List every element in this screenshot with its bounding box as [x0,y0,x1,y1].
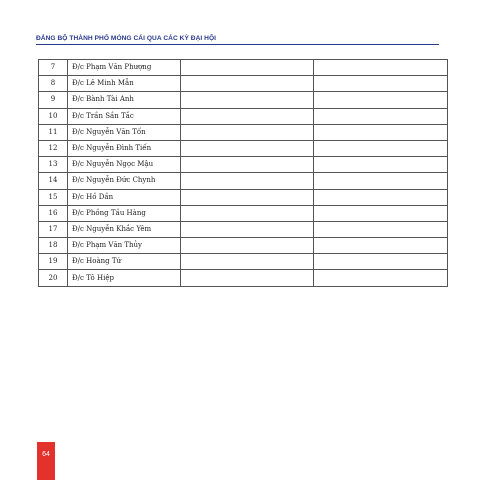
member-name: Đ/c Nguyễn Ngọc Mậu [68,157,181,173]
empty-cell [314,60,448,76]
table-row [39,140,448,156]
member-name: Đ/c Hoàng Tứ [68,254,181,270]
member-name: Đ/c Lê Minh Mẫn [68,76,181,92]
row-number: 8 [39,76,68,92]
member-name: Đ/c Phạm Văn Phượng [68,60,181,76]
row-number: 9 [39,92,68,108]
empty-cell [181,60,314,76]
empty-cell [181,140,314,156]
member-name: Đ/c Tô Hiệp [68,270,181,286]
row-number: 20 [39,270,68,286]
table-row [39,254,448,270]
row-number: 16 [39,205,68,221]
row-number: 10 [39,108,68,124]
row-number: 17 [39,221,68,237]
roster-table [38,59,448,287]
row-number: 14 [39,173,68,189]
empty-cell [181,221,314,237]
empty-cell [181,108,314,124]
running-header: ĐẢNG BỘ THÀNH PHỐ MÓNG CÁI QUA CÁC KỲ ĐẠI HỘI [36,35,217,42]
row-number: 12 [39,140,68,156]
row-number: 19 [39,254,68,270]
table-row [39,238,448,254]
row-number: 18 [39,238,68,254]
member-name: Đ/c Nguyễn Đình Tiến [68,140,181,156]
table-row [39,221,448,237]
empty-cell [314,238,448,254]
table-row [39,205,448,221]
member-name: Đ/c Phạm Văn Thủy [68,238,181,254]
empty-cell [181,92,314,108]
member-name: Đ/c Phồng Tầu Hàng [68,205,181,221]
table-row [39,173,448,189]
empty-cell [314,108,448,124]
table-row [39,108,448,124]
empty-cell [314,189,448,205]
empty-cell [314,140,448,156]
empty-cell [314,76,448,92]
table-row [39,157,448,173]
table-row [39,124,448,140]
row-number: 13 [39,157,68,173]
empty-cell [181,189,314,205]
empty-cell [181,173,314,189]
empty-cell [314,173,448,189]
empty-cell [181,254,314,270]
table-row [39,60,448,76]
empty-cell [181,157,314,173]
empty-cell [314,205,448,221]
empty-cell [314,92,448,108]
empty-cell [314,124,448,140]
table-row [39,76,448,92]
empty-cell [314,254,448,270]
empty-cell [314,157,448,173]
roster-table-body [39,60,448,287]
empty-cell [314,270,448,286]
header-rule [36,44,439,45]
member-name: Đ/c Nguyễn Văn Tốn [68,124,181,140]
member-name: Đ/c Trần Sần Tắc [68,108,181,124]
member-name: Đ/c Hồ Dần [68,189,181,205]
row-number: 15 [39,189,68,205]
member-name: Đ/c Nguyễn Khắc Yêm [68,221,181,237]
row-number: 7 [39,60,68,76]
member-name: Đ/c Bành Tài Anh [68,92,181,108]
row-number: 11 [39,124,68,140]
empty-cell [181,205,314,221]
member-name: Đ/c Nguyễn Đức Chynh [68,173,181,189]
table-row [39,270,448,286]
empty-cell [181,270,314,286]
table-row [39,92,448,108]
table-row [39,189,448,205]
empty-cell [181,238,314,254]
empty-cell [181,124,314,140]
empty-cell [314,221,448,237]
page-number: 64 [37,442,55,480]
empty-cell [181,76,314,92]
